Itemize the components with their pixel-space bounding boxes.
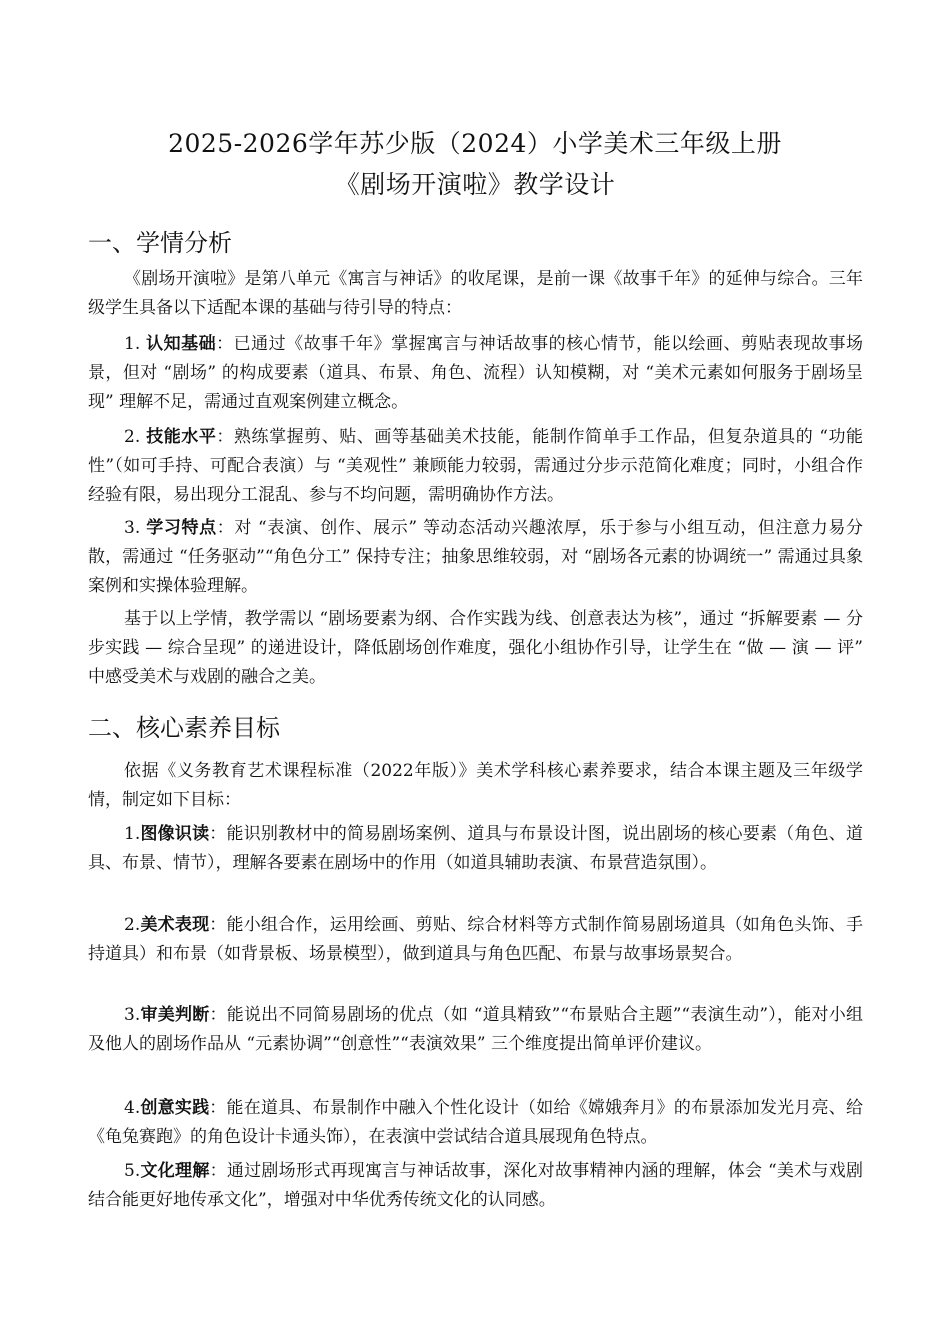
section1-item-3 [88,514,863,601]
item-label: 创意实践 [140,1098,210,1118]
item-label: 图像识读 [140,824,210,844]
item-text: ：通过剧场形式再现寓言与神话故事，深化对故事精神内涵的理解，体会 “美术与戏剧结合能更好地传承文化”，增强对中华优秀传统文化的认同感。 [88,1161,864,1210]
item-label: 文化理解 [140,1161,210,1181]
item-number: 1. [124,824,141,844]
section2-heading: 二、核心素养目标 [88,714,280,742]
item-label: 美术表现 [140,915,210,935]
section1-summary: 基于以上学情，教学需以 “剧场要素为纲、合作实践为线、创意表达为核”，通过 “拆解要素 — 分步实践 — 综合呈现” 的递进设计，降低剧场创作难度，强化小组协作引导，让学生在 “做 — 演 — 评” 中感受美术与戏剧的融合之美。 [88,609,863,687]
section2-item-2 [88,911,863,969]
item-number: 2. [124,427,147,447]
item-number: 1. [124,334,147,354]
section1-heading: 一、学情分析 [88,229,232,257]
section2-item-5 [88,1157,863,1215]
section1-item-2 [88,423,863,510]
section2-item-3 [88,1001,863,1059]
item-number: 4. [124,1098,141,1118]
section2-item-4 [88,1094,863,1152]
item-text: ：能小组合作，运用绘画、剪贴、综合材料等方式制作简易剧场道具（如角色头饰、手持道具）和布景（如背景板、场景模型），做到道具与角色匹配、布景与故事场景契合。 [88,915,864,964]
item-number: 5. [124,1161,141,1181]
item-label: 学习特点 [146,518,217,538]
item-text: ：熟练掌握剪、贴、画等基础美术技能，能制作简单手工作品，但复杂道具的 “功能性”（如可手持、可配合表演）与 “美观性” 兼顾能力较弱，需通过分步示范简化难度；同时，小组合作经验有限，易出现分工混乱、参与不均问题，需明确协作方法。 [88,427,864,505]
document-title-line1: 2025-2026学年苏少版（2024）小学美术三年级上册 [168,129,782,158]
item-number: 2. [124,915,141,935]
item-label: 认知基础 [146,334,217,354]
section2-intro: 依据《义务教育艺术课程标准（2022年版）》美术学科核心素养要求，结合本课主题及三年级学情，制定如下目标： [88,761,863,810]
item-label: 审美判断 [140,1005,210,1025]
item-text: ：能说出不同简易剧场的优点（如 “道具精致”“布景贴合主题”“表演生动”），能对小组及他人的剧场作品从 “元素协调”“创意性”“表演效果” 三个维度提出简单评价建议。 [88,1005,863,1054]
section1-item-1 [88,330,863,417]
document-title-line2: 《剧场开演啦》教学设计 [334,170,616,199]
section2-item-1 [88,820,863,878]
item-number: 3. [124,518,147,538]
item-text: ：能识别教材中的简易剧场案例、道具与布景设计图，说出剧场的核心要素（角色、道具、布景、情节），理解各要素在剧场中的作用（如道具辅助表演、布景营造氛围）。 [88,824,864,873]
section1-intro: 《剧场开演啦》是第八单元《寓言与神话》的收尾课，是前一课《故事千年》的延伸与综合。三年级学生具备以下适配本课的基础与待引导的特点： [88,269,863,318]
item-text: ：能在道具、布景制作中融入个性化设计（如给《嫦娥奔月》的布景添加发光月亮、给《龟兔赛跑》的角色设计卡通头饰），在表演中尝试结合道具展现角色特点。 [88,1098,864,1147]
item-number: 3. [124,1005,141,1025]
item-text: ：已通过《故事千年》掌握寓言与神话故事的核心情节，能以绘画、剪贴表现故事场景，但对 “剧场” 的构成要素（道具、布景、角色、流程）认知模糊，对 “美术元素如何服务于剧场呈现” 理解不足，需通过直观案例建立概念。 [88,334,864,412]
item-text: ：对 “表演、创作、展示” 等动态活动兴趣浓厚，乐于参与小组互动，但注意力易分散，需通过 “任务驱动”“角色分工” 保持专注；抽象思维较弱，对 “剧场各元素的协调统一” 需通过具象案例和实操体验理解。 [88,518,863,596]
item-label: 技能水平 [146,427,217,447]
